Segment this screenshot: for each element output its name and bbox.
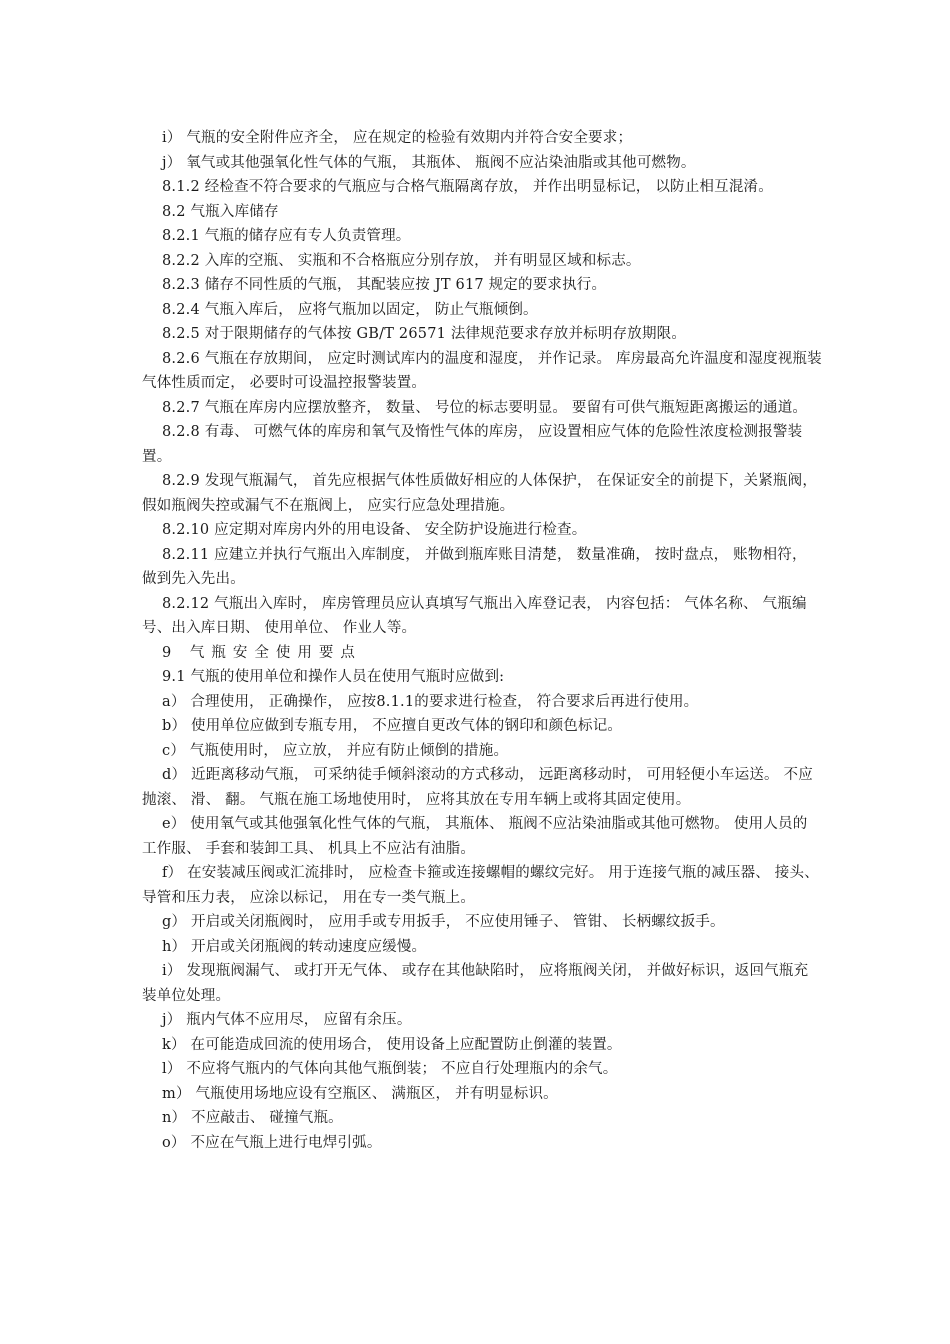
paragraph-8-2-12: 8.2.12 气瓶出入库时， 库房管理员应认真填写气瓶出入库登记表， 内容包括： 气体名称、 气瓶编号、出入库日期、 使用单位、 作业人等。 (142, 595, 807, 636)
paragraph-8-2-9: 8.2.9 发现气瓶漏气， 首先应根据气体性质做好相应的人体保护， 在保证安全的前提下，关紧瓶阀，假如瓶阀失控或漏气不在瓶阀上， 应实行应急处理措施。 (142, 473, 818, 514)
paragraph-8-2-5: 8.2.5 对于限期储存的气体按 GB/T 26571 法律规范要求存放并标明存放期限。 (162, 326, 687, 342)
paragraph-8-2-10: 8.2.10 应定期对库房内外的用电设备、 安全防护设施进行检查。 (162, 522, 587, 538)
list-item-j: j） 瓶内气体不应用尽， 应留有余压。 (162, 1012, 412, 1028)
section-heading-9: 9 气瓶安全使用要点 (162, 644, 362, 661)
paragraph-8-2-3: 8.2.3 储存不同性质的气瓶， 其配装应按 JT 617 规定的要求执行。 (162, 277, 607, 293)
list-item-h: h） 开启或关闭瓶阀的转动速度应缓慢。 (162, 938, 427, 955)
paragraph-8-2-2: 8.2.2 入库的空瓶、 实瓶和不合格瓶应分别存放， 并有明显区域和标志。 (162, 252, 641, 269)
paragraph-8-2-8: 8.2.8 有毒、 可燃气体的库房和氧气及惰性气体的库房， 应设置相应气体的危险性浓度检测报警装置。 (142, 424, 803, 465)
paragraph-8-2-6: 8.2.6 气瓶在存放期间， 应定时测试库内的温度和湿度， 并作记录。 库房最高允许温度和湿度视瓶装气体性质而定， 必要时可设温控报警装置。 (142, 350, 822, 391)
list-item-k: k） 在可能造成回流的使用场合， 使用设备上应配置防止倒灌的装置。 (162, 1036, 622, 1053)
paragraph-8-2-7: 8.2.7 气瓶在库房内应摆放整齐， 数量、 号位的标志要明显。 要留有可供气瓶短距离搬运的通道。 (162, 399, 808, 416)
paragraph-8-1-1-j: j） 氧气或其他强氧化性气体的气瓶， 其瓶体、 瓶阀不应沾染油脂或其他可燃物。 (162, 154, 696, 171)
paragraph-8-2-4: 8.2.4 气瓶入库后， 应将气瓶加以固定， 防止气瓶倾倒。 (162, 301, 538, 318)
list-item-b: b） 使用单位应做到专瓶专用， 不应擅自更改气体的钢印和颜色标记。 (162, 718, 623, 734)
section-heading-8-2: 8.2 气瓶入库储存 (162, 203, 279, 220)
paragraph-8-2-1: 8.2.1 气瓶的储存应有专人负责管理。 (162, 228, 411, 244)
document-body (142, 126, 822, 1155)
list-item-i: i） 发现瓶阀漏气、 或打开无气体、 或存在其他缺陷时， 应将瓶阀关闭， 并做好标识，返回气瓶充装单位处理。 (142, 963, 809, 1004)
list-item-f: f） 在安装减压阀或汇流排时， 应检查卡箍或连接螺帽的螺纹完好。 用于连接气瓶的减压器、 接头、 导管和压力表， 应涂以标记， 用在专一类气瓶上。 (142, 865, 819, 906)
list-item-o: o） 不应在气瓶上进行电焊引弧。 (162, 1134, 382, 1151)
list-item-d: d） 近距离移动气瓶， 可采纳徒手倾斜滚动的方式移动， 远距离移动时， 可用轻便小车运送。 不应抛滚、 滑、 翻。 气瓶在施工场地使用时， 应将其放在专用车辆上或将其固定使用。 (142, 767, 813, 808)
list-item-g: g） 开启或关闭瓶阀时， 应用手或专用扳手， 不应使用锤子、 管钳、 长柄螺纹扳手。 (162, 914, 725, 930)
list-item-m: m） 气瓶使用场地应设有空瓶区、 满瓶区， 并有明显标识。 (162, 1085, 558, 1102)
paragraph-9-1: 9.1 气瓶的使用单位和操作人员在使用气瓶时应做到: (162, 669, 505, 685)
list-item-n: n） 不应敲击、 碰撞气瓶。 (162, 1110, 343, 1126)
paragraph-8-1-2: 8.1.2 经检查不符合要求的气瓶应与合格气瓶隔离存放， 并作出明显标记， 以防止相互混淆。 (162, 179, 773, 195)
list-item-e: e） 使用氧气或其他强氧化性气体的气瓶， 其瓶体、 瓶阀不应沾染油脂或其他可燃物。 使用人员的工作服、 手套和装卸工具、 机具上不应沾有油脂。 (142, 816, 808, 857)
list-item-l: l） 不应将气瓶内的气体向其他气瓶倒装； 不应自行处理瓶内的余气。 (162, 1061, 618, 1077)
list-item-c: c） 气瓶使用时， 应立放， 并应有防止倾倒的措施。 (162, 742, 509, 759)
paragraph-8-1-1-i: i） 气瓶的安全附件应齐全， 应在规定的检验有效期内并符合安全要求； (162, 130, 633, 146)
paragraph-8-2-11: 8.2.11 应建立并执行气瓶出入库制度， 并做到瓶库账目清楚， 数量准确， 按时盘点， 账物相符， 做到先入先出。 (142, 546, 807, 587)
list-item-a: a） 合理使用， 正确操作， 应按8.1.1的要求进行检查， 符合要求后再进行使用。 (162, 693, 699, 710)
